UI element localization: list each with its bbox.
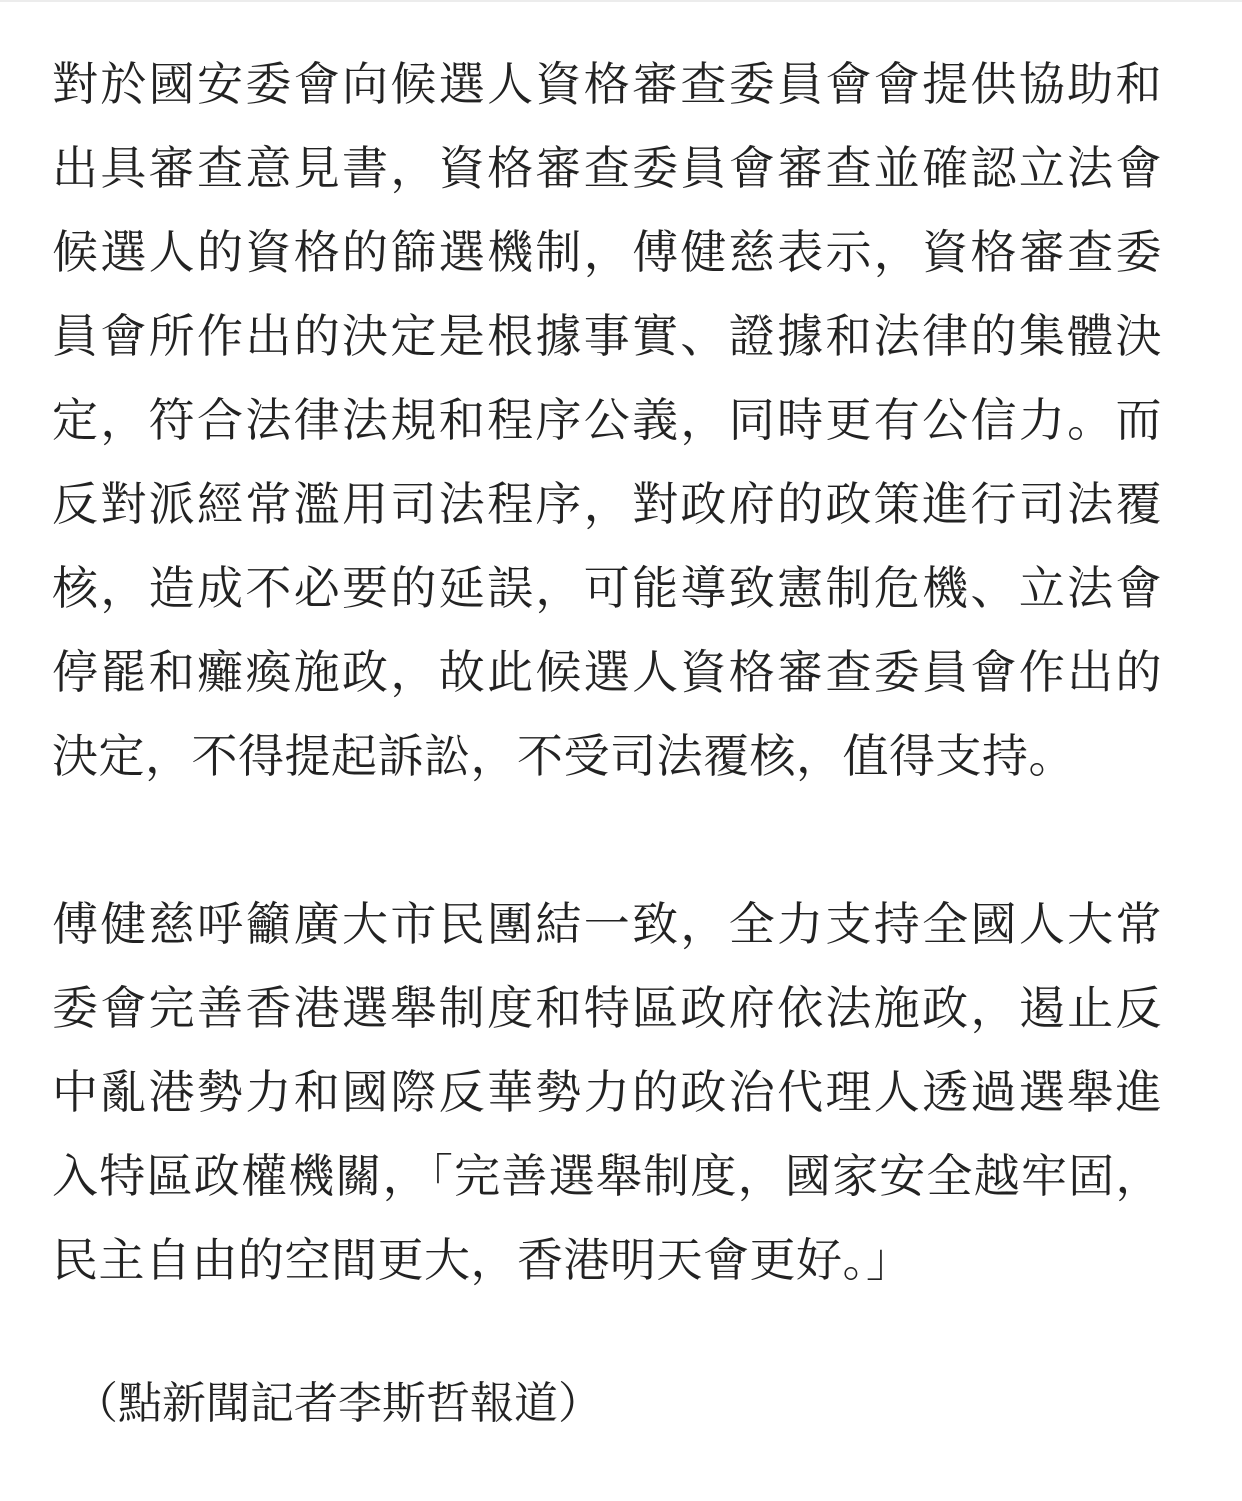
article-paragraph-1: 對於國安委會向候選人資格審查委員會會提供協助和出具審查意見書，資格審查委員會審查並確認立法會候選人的資格的篩選機制，傅健慈表示，資格審查委員會所作出的決定是根據事實、證據和法律的集體決定，符合法律法規和程序公義，同時更有公信力。而反對派經常濫用司法程序，對政府的政策進行司法覆核，造成不必要的延誤，可能導致憲制危機、立法會停罷和癱瘓施政，故此候選人資格審查委員會作出的決定，不得提起訴訟，不受司法覆核，值得支持。 <box>52 57 1162 783</box>
reporter-byline: （點新聞記者李斯哲報道） <box>74 1378 602 1429</box>
article-paragraph-2: 傅健慈呼籲廣大市民團結一致，全力支持全國人大常委會完善香港選舉制度和特區政府依法施政，遏止反中亂港勢力和國際反華勢力的政治代理人透過選舉進入特區政權機關，「完善選舉制度，國家安全越牢固，民主自由的空間更大，香港明天會更好。」 <box>52 897 1162 1287</box>
top-divider <box>0 0 1242 2</box>
article-body <box>52 42 1162 1302</box>
